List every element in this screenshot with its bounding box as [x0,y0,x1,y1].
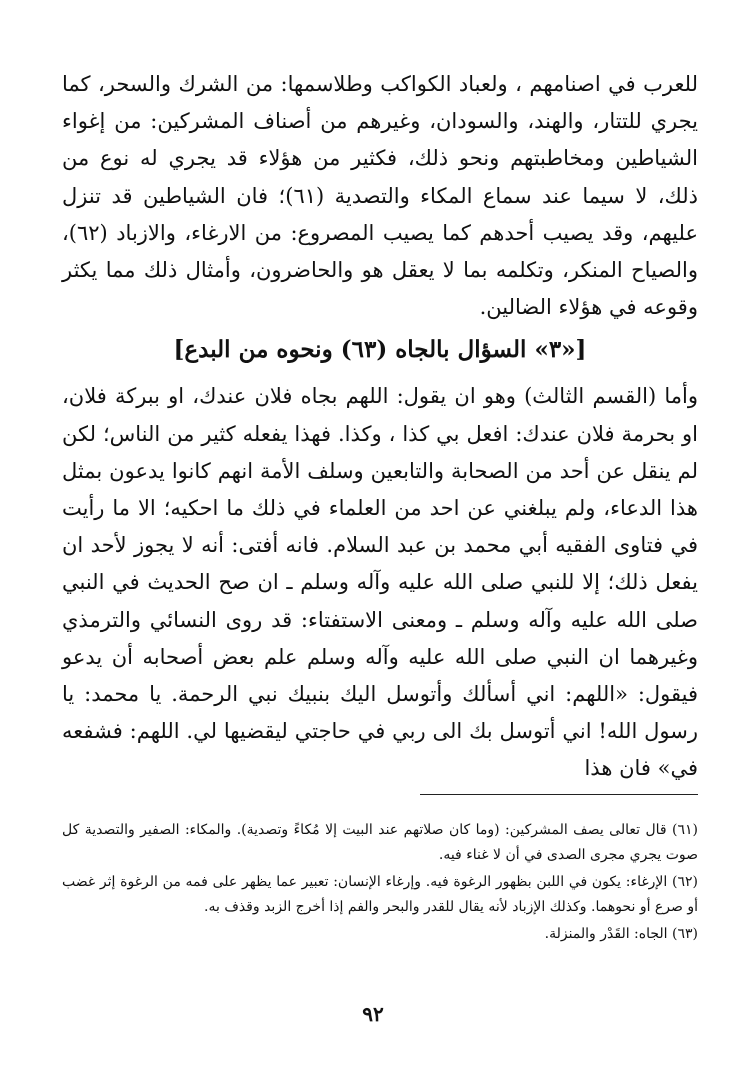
main-text [62,66,698,788]
footnote-61: (٦١) قال تعالى يصف المشركين: (وما كان صلاتهم عند البيت إلا مُكاءً وتصدية). والمكاء: الصفير والتصدية كل صوت يجري مجرى الصدى في أن لا غناء فيه. [62,822,698,863]
paragraph-1: للعرب في اصنامهم ، ولعباد الكواكب وطلاسمها: من الشرك والسحر، كما يجري للتتار، والهند، والسودان، وغيرهم من أصناف المشركين: من إغواء الشياطين ومخاطبتهم ونحو ذلك، فكثير من هؤلاء قد يجري له نوع من ذلك، لا سيما عند سماع المكاء والتصدية (٦١)؛ فان الشياطين قد تنزل عليهم، وقد يصيب أحدهم كما يصيب المصروع: من الارغاء، والازباد (٦٢)، والصياح المنكر، وتكلمه بما لا يعقل هو والحاضرون، وأمثال ذلك مما يكثر وقوعه في هؤلاء الضالين. [62,72,698,320]
section-heading: [«٣» السؤال بالجاه (٦٣) ونحوه من البدع] [173,336,587,364]
page-number: ٩٢ [362,1002,384,1026]
footnote-62: (٦٢) الإرغاء: يكون في اللبن بظهور الرغوة فيه. وإرغاء الإنسان: تعبير عما يظهر على فمه من الرغوة إثر غضب أو صرع أو نحوهما. وكذلك الإزباد لأنه يقال للقدر والبحر والفم إذا أخرج الزبد وقذف به. [62,874,698,915]
footnotes [62,818,698,950]
footnote-divider [420,794,698,795]
paragraph-2: وأما (القسم الثالث) وهو ان يقول: اللهم بجاه فلان عندك، او ببركة فلان، او بحرمة فلان عندك: افعل بي كذا ، وكذا. فهذا يفعله كثير من الناس؛ لكن لم ينقل عن أحد من الصحابة والتابعين وسلف الأمة انهم كانوا يدعون بمثل هذا الدعاء، ولم يبلغني عن احد من العلماء في ذلك ما احكيه؛ الا ما رأيت في فتاوى الفقيه أبي محمد بن عبد السلام. فانه أفتى: أنه لا يجوز لأحد ان يفعل ذلك؛ إلا للنبي صلى الله عليه وآله وسلم ـ ان صح الحديث في النبي صلى الله عليه وآله وسلم ـ ومعنى الاستفتاء: قد روى النسائي والترمذي وغيرهما ان النبي صلى الله عليه وآله وسلم علم بعض أصحابه أن يدعو فيقول: «اللهم: اني أسألك وأتوسل اليك بنبيك نبي الرحمة. يا محمد: يا رسول الله! اني أتوسل بك الى ربي في حاجتي ليقضيها لي. اللهم: فشفعه في» فان هذا [62,384,698,781]
footnote-63: (٦٣) الجاه: القَدْر والمنزلة. [544,926,698,942]
